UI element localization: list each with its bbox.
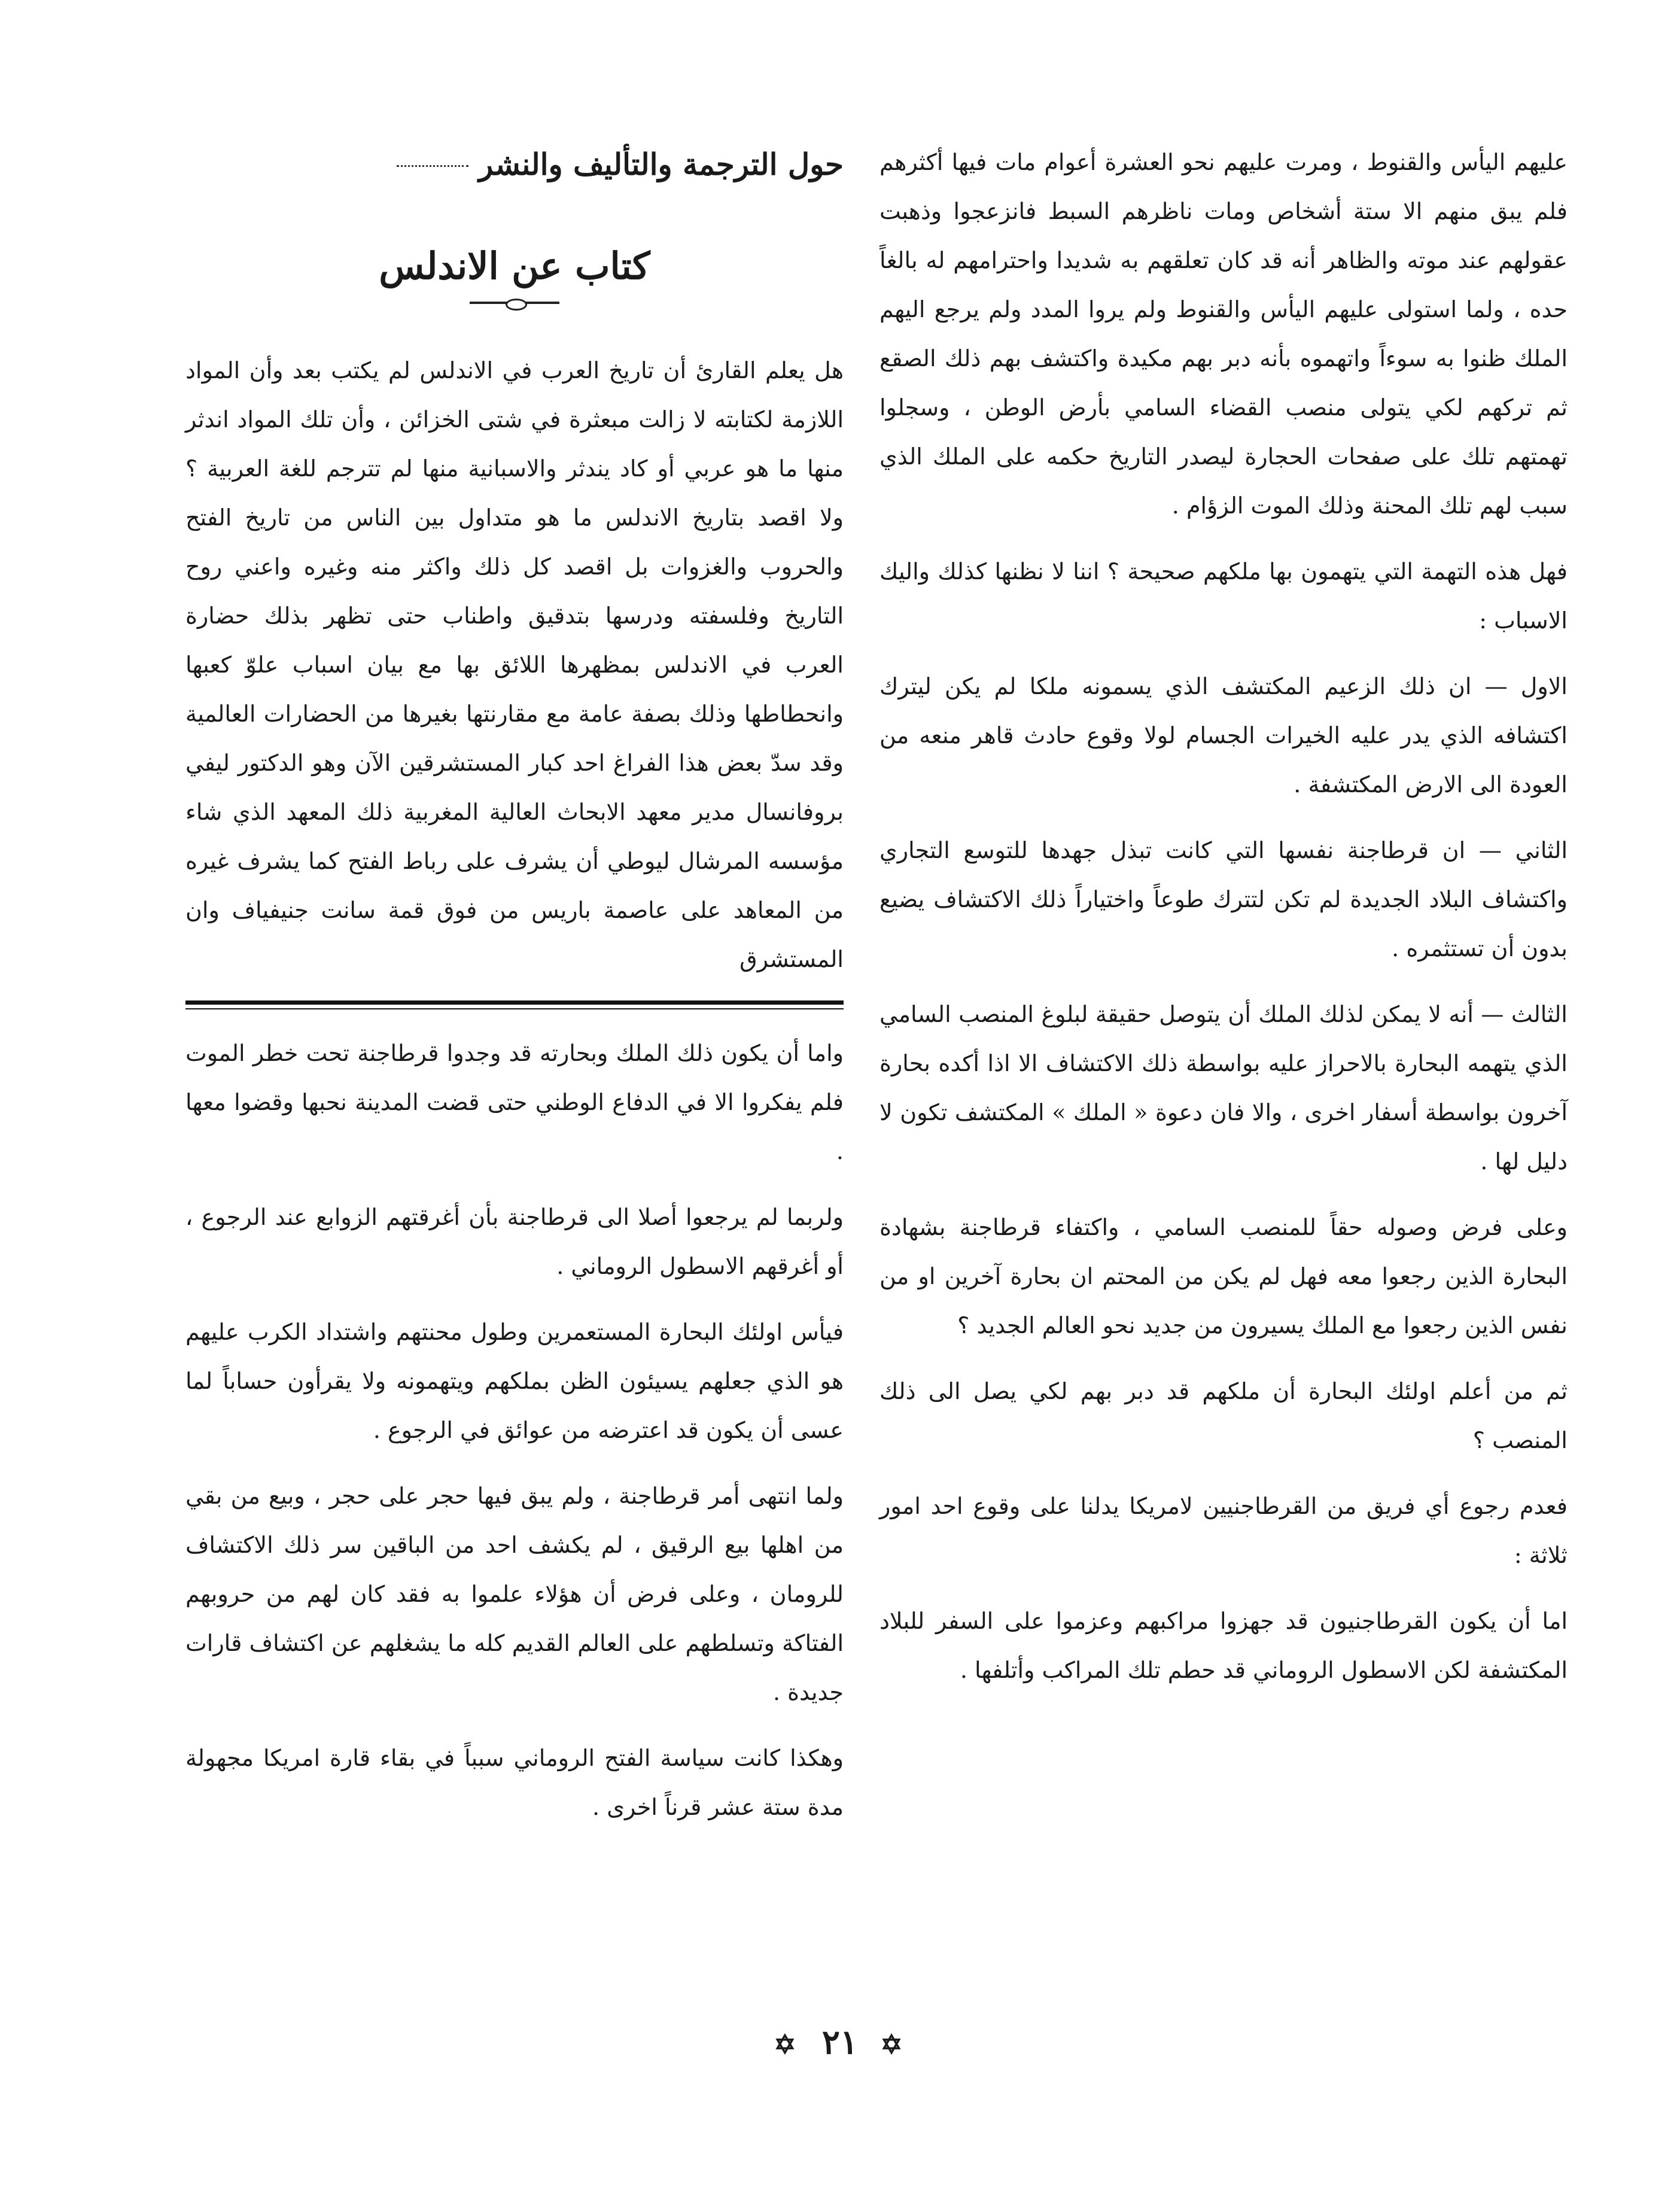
article-title: كتاب عن الاندلس bbox=[379, 244, 650, 288]
star-icon: ✡ bbox=[880, 2030, 906, 2060]
section-header-text: حول الترجمة والتأليف والنشر bbox=[479, 147, 844, 182]
star-icon: ✡ bbox=[774, 2030, 800, 2060]
right-paragraph-2: فهل هذه التهمة التي يتهمون بها ملكهم صحيحة ؟ اننا لا نظنها كذلك واليك الاسباب : bbox=[879, 558, 1568, 634]
title-ornament-icon bbox=[470, 302, 559, 304]
intro-paragraph: هل يعلم القارئ أن تاريخ العرب في الاندلس لم يكتب بعد وأن المواد اللازمة لكتابته لا زالت مبعثرة في شتى الخزائن ، وأن تلك المواد اندثر منها ما هو عربي أو كاد يندثر والاسبانية منها لم تترجم للغة العربية ؟ ولا اقصد بتاريخ الاندلس ما هو متداول بين الناس من تاريخ الفتح والحروب والغزوات بل اقصد كل ذلك واكثر منه وغيره واعني روح التاريخ وفلسفته ودرسها بتدقيق واطناب حتى تظهر بذلك حضارة العرب في الاندلس بمظهرها اللائق بها مع بيان اسباب علوّ كعبها وانحطاطها وذلك بصفة عامة مع مقارنتها بغيرها من الحضارات العالمية وقد سدّ بعض هذا الفراغ احد كبار المستشرقين الآن وهو الدكتور ليفي بروفانسال مدير معهد الابحاث العالية المغربية ذلك المعهد الذي شاء مؤسسه المرشال ليوطي أن يشرف على رباط الفتح كما يشرف غيره من المعاهد على عاصمة باريس من فوق قمة سانت جنيفياف وان المستشرق bbox=[185, 357, 844, 972]
page-number bbox=[0, 2022, 1680, 2062]
right-paragraph-6: وعلى فرض وصوله حقاً للمنصب السامي ، واكتفاء قرطاجنة بشهادة البحارة الذين رجعوا معه فهل لم يكن من المحتم ان بحارة آخرين او من نفس الذين رجعوا مع الملك يسيرون من جديد نحو العالم الجديد ؟ bbox=[879, 1214, 1568, 1339]
left-paragraph-3: فيأس اولئك البحارة المستعمرين وطول محنتهم واشتداد الكرب عليهم هو الذي جعلهم يسيئون الظن بملكهم ويتهمونه ولا يقرأون حساباً لما عسى أن يكون قد اعترضه من عوائق في الرجوع . bbox=[185, 1319, 844, 1443]
right-paragraph-4: الثاني — ان قرطاجنة نفسها التي كانت تبذل جهدها للتوسع التجاري واكتشاف البلاد الجديدة لم تكن لتترك طوعاً واختياراً ذلك الاكتشاف يضيع بدون أن تستثمره . bbox=[879, 837, 1568, 962]
section-divider bbox=[185, 1000, 844, 1005]
left-paragraph-4: ولما انتهى أمر قرطاجنة ، ولم يبق فيها حجر على حجر ، وبيع من بقي من اهلها بيع الرقيق ، لم يكشف احد من الباقين سر ذلك الاكتشاف للرومان ، وعلى فرض أن هؤلاء علموا به فقد كان لهم من حروبهم الفتاكة وتسلطهم على العالم القديم كله ما يشغلهم عن اكتشاف قارات جديدة . bbox=[185, 1483, 844, 1705]
right-column bbox=[879, 138, 1568, 1711]
left-column bbox=[185, 138, 844, 1848]
page-number-text: ٢١ bbox=[821, 2022, 859, 2062]
right-paragraph-5: الثالث — أنه لا يمكن لذلك الملك أن يتوصل حقيقة لبلوغ المنصب السامي الذي يتهمه البحارة بالاحراز عليه بواسطة ذلك الاكتشاف الا اذا أكده بحارة آخرون بواسطة أسفار اخرى ، والا فان دعوة « الملك » المكتشف تكون لا دليل لها . bbox=[879, 1001, 1568, 1175]
right-paragraph-8: فعدم رجوع أي فريق من القرطاجنيين لامريكا يدلنا على وقوع احد امور ثلاثة : bbox=[879, 1493, 1568, 1568]
right-paragraph-9: اما أن يكون القرطاجنيون قد جهزوا مراكبهم وعزموا على السفر للبلاد المكتشفة لكن الاسطول الروماني قد حطم تلك المراكب وأتلفها . bbox=[879, 1608, 1568, 1683]
right-paragraph-7: ثم من أعلم اولئك البحارة أن ملكهم قد دبر بهم لكي يصل الى ذلك المنصب ؟ bbox=[879, 1378, 1568, 1453]
header-ornament-icon bbox=[397, 165, 468, 169]
section-header bbox=[185, 138, 844, 203]
left-paragraph-5: وهكذا كانت سياسة الفتح الروماني سبباً في بقاء قارة امريكا مجهولة مدة ستة عشر قرناً اخرى . bbox=[185, 1745, 844, 1820]
right-paragraph-1: عليهم اليأس والقنوط ، ومرت عليهم نحو العشرة أعوام مات فيها أكثرهم فلم يبق منهم الا ستة أشخاص ومات ناظرهم السبط فانزعجوا وذهبت عقولهم عند موته والظاهر أنه قد كان تعلقهم به شديدا واحترامهم له بالغاً حده ، ولما استولى عليهم اليأس والقنوط ولم يروا المدد ولم يرجع اليهم الملك ظنوا به سوءاً واتهموه بأنه دبر بهم مكيدة واكتشف بهم ذلك الصقع ثم تركهم لكي يتولى منصب القضاء السامي بأرض الوطن ، وسجلوا تهمتهم تلك على صفحات الحجارة ليصدر التاريخ حكمه على الملك الذي سبب لهم تلك المحنة وذلك الموت الزؤام . bbox=[879, 149, 1568, 519]
left-paragraph-1: واما أن يكون ذلك الملك وبحارته قد وجدوا قرطاجنة تحت خطر الموت فلم يفكروا الا في الدفاع الوطني حتى قضت المدينة نحبها وقضوا معها . bbox=[185, 1040, 844, 1164]
left-paragraph-2: ولربما لم يرجعوا أصلا الى قرطاجنة بأن أغرقتهم الزوابع عند الرجوع ، أو أغرقهم الاسطول الروماني . bbox=[185, 1204, 844, 1279]
right-paragraph-3: الاول — ان ذلك الزعيم المكتشف الذي يسمونه ملكا لم يكن ليترك اكتشافه الذي يدر عليه الخيرات الجسام لولا وقوع حادث قاهر منعه من العودة الى الارض المكتشفة . bbox=[879, 673, 1568, 798]
